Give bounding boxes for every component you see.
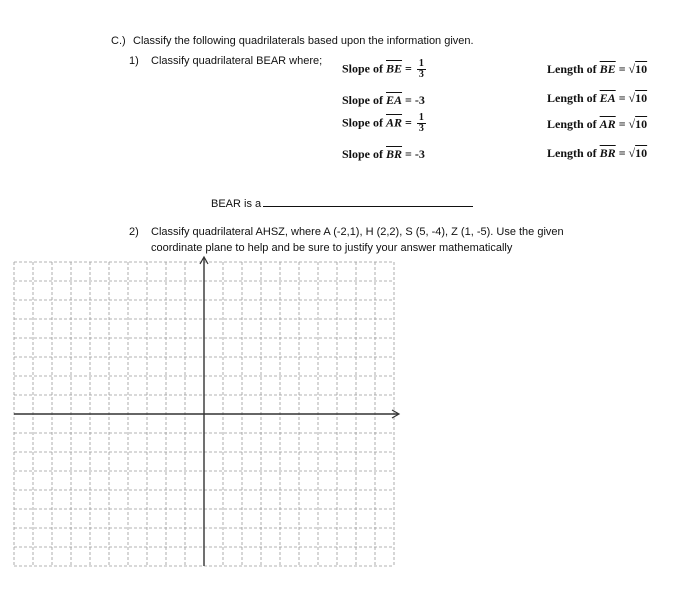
slope-be-fraction: $\frac{1}{3}$ — [418, 58, 424, 80]
question-1-prompt: Classify quadrilateral BEAR where; — [151, 55, 323, 67]
question-2-number: 2) — [129, 226, 139, 238]
question-2-line-2: coordinate plane to help and be sure to justify your answer mathematically — [151, 242, 513, 254]
slope-br: Slope of $\overline{BR} = -3$ — [342, 147, 425, 161]
axes — [14, 257, 399, 566]
length-br: Length of $\overline{BR} = √10$ — [547, 146, 648, 160]
slope-be: Slope of $\overline{BE}$ = $\frac{1}{3}$ — [342, 58, 424, 80]
question-1-number: 1) — [129, 55, 139, 67]
section-label: C.) — [111, 35, 126, 47]
length-ar: Length of $\overline{AR} = √10$ — [547, 117, 648, 131]
length-ea: Length of $\overline{EA} = √10$ — [547, 91, 648, 105]
slope-ar: Slope of $\overline{AR}$ = $\frac{1}{3}$ — [342, 112, 424, 134]
answer-label: BEAR is a — [211, 198, 262, 210]
slope-ar-fraction: $\frac{1}{3}$ — [418, 112, 424, 134]
question-2-line-1: Classify quadrilateral AHSZ, where A (-2,1), H (2,2), S (5, -4), Z (1, -5). Use the given — [151, 226, 564, 238]
section-instruction: Classify the following quadrilaterals based upon the information given. — [133, 35, 474, 47]
slope-ea: Slope of $\overline{EA} = -3$ — [342, 93, 425, 107]
length-be: Length of $\overline{BE} = √10$ — [547, 62, 648, 76]
